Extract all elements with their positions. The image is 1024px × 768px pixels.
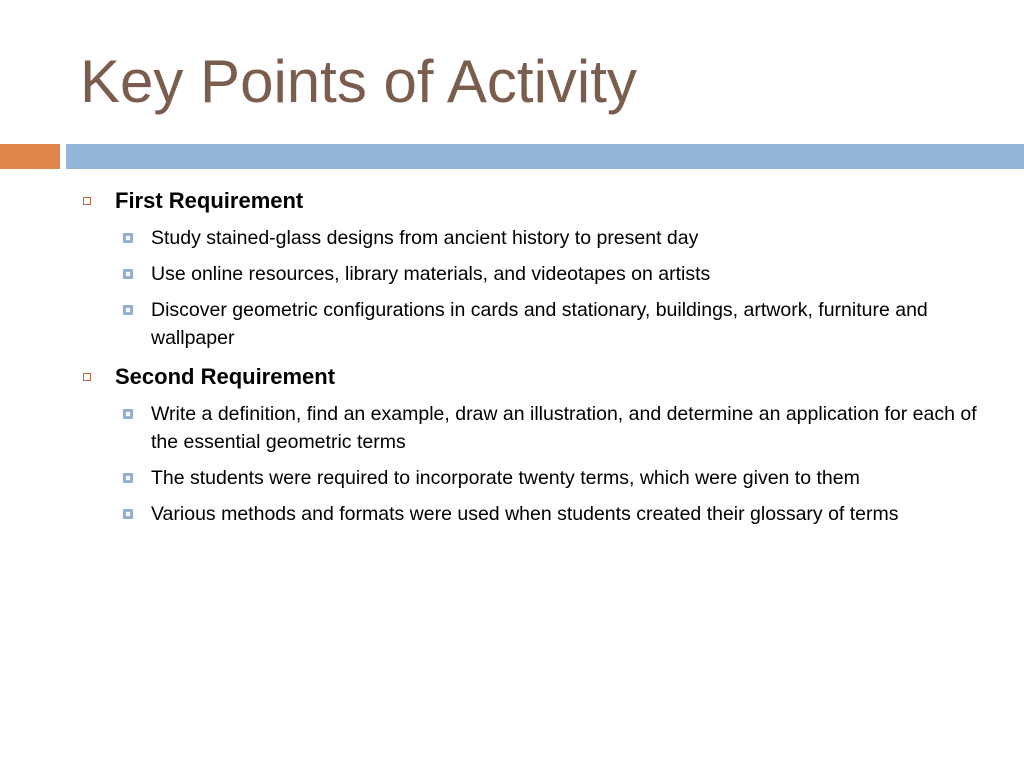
requirement-second <box>80 362 980 528</box>
square-bullet-icon <box>123 269 133 279</box>
requirement-first <box>80 186 980 352</box>
requirement-heading: Second Requirement <box>115 364 336 389</box>
accent-bar-orange <box>0 144 60 169</box>
requirement-heading: First Requirement <box>115 188 304 213</box>
hollow-square-bullet-icon <box>83 373 91 381</box>
requirement-items <box>115 400 980 528</box>
slide-title: Key Points of Activity <box>80 48 637 115</box>
list-item-text: Discover geometric configurations in cards and stationary, buildings, artwork, furniture and wallpaper <box>151 299 928 349</box>
list-item <box>115 400 980 456</box>
list-item-text: Various methods and formats were used when students created their glossary of terms <box>151 503 899 525</box>
square-bullet-icon <box>123 233 133 243</box>
square-bullet-icon <box>123 473 133 483</box>
list-item <box>115 260 980 288</box>
list-item-text: Study stained-glass designs from ancient history to present day <box>151 227 699 249</box>
list-item <box>115 224 980 252</box>
square-bullet-icon <box>123 409 133 419</box>
list-item-text: Write a definition, find an example, draw an illustration, and determine an application for each of the essential geometric terms <box>151 403 977 453</box>
requirement-items <box>115 224 980 352</box>
list-item <box>115 464 980 492</box>
list-item-text: Use online resources, library materials, and videotapes on artists <box>151 263 711 285</box>
list-item <box>115 500 980 528</box>
list-item-text: The students were required to incorporate twenty terms, which were given to them <box>151 467 860 489</box>
accent-bar-blue <box>66 144 1024 169</box>
square-bullet-icon <box>123 509 133 519</box>
list-item <box>115 296 980 352</box>
square-bullet-icon <box>123 305 133 315</box>
slide-content <box>80 186 980 538</box>
hollow-square-bullet-icon <box>83 197 91 205</box>
